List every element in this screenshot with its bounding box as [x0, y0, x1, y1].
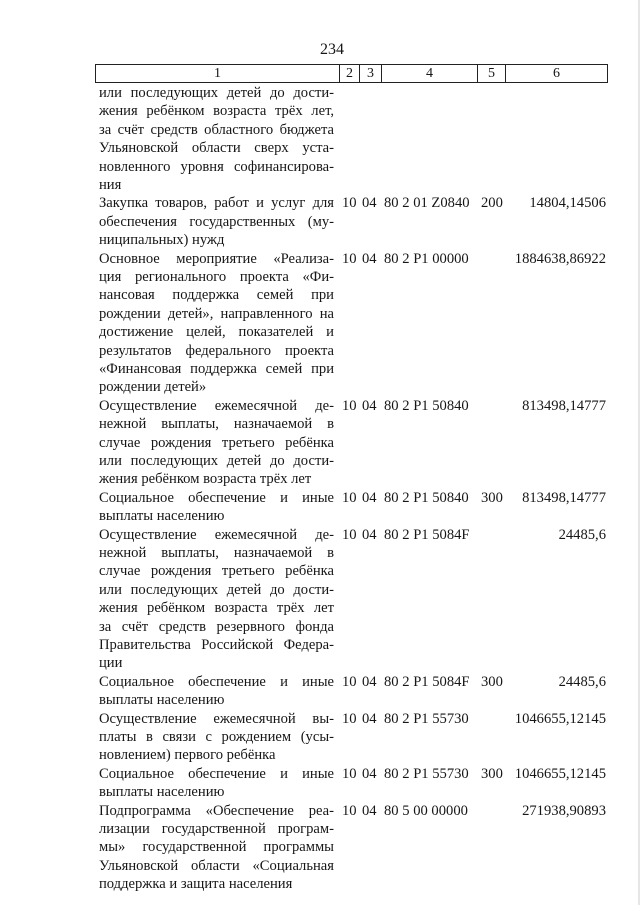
- row-description: [99, 765, 334, 802]
- description-line: или последующих детей до дости-: [99, 85, 334, 101]
- description-line: Осуществление ежемесячной вы-: [99, 710, 334, 727]
- description-line: новлением) первого ребёнка: [99, 747, 276, 764]
- description-line: Осуществление ежемесячной де-: [99, 526, 334, 543]
- row-description: [99, 802, 334, 894]
- table-row: [0, 84, 640, 194]
- section-code: 10: [342, 489, 357, 506]
- table-header: [95, 64, 608, 83]
- target-article-code: 80 2 P1 55730: [384, 710, 469, 727]
- amount: 24485,6: [558, 526, 606, 543]
- row-description: [99, 84, 334, 194]
- row-description: [99, 489, 334, 526]
- header-col-5: 5: [477, 65, 505, 82]
- description-line: ция регионального проекта «Фи-: [99, 268, 334, 285]
- description-line: жения ребёнком возраста трёх лет: [99, 600, 334, 617]
- expense-type-code: 300: [481, 765, 503, 782]
- table-row: [0, 673, 640, 710]
- amount: 813498,14777: [522, 397, 606, 414]
- description-line: Подпрограмма «Обеспечение реа-: [99, 802, 334, 819]
- description-line: Основное мероприятие «Реализа-: [99, 250, 334, 267]
- subsection-code: 04: [362, 489, 377, 506]
- description-line: за счёт средств резервного фонда: [99, 618, 334, 635]
- expense-type-code: 200: [481, 195, 503, 212]
- scan-corner-mark: [10, 26, 24, 28]
- description-line: нансовая поддержка семей при: [99, 287, 334, 304]
- table-row: [0, 765, 640, 802]
- description-line: Ульяновской области «Социальная: [99, 857, 334, 874]
- description-line: Закупка товаров, работ и услуг для: [99, 195, 334, 212]
- section-code: 10: [342, 526, 357, 543]
- description-line: ниципальных) нужд: [99, 232, 225, 249]
- subsection-code: 04: [362, 397, 377, 414]
- target-article-code: 80 2 P1 50840: [384, 489, 469, 506]
- section-code: 10: [342, 250, 357, 267]
- expense-type-code: 300: [481, 673, 503, 690]
- amount: 271938,90893: [522, 802, 606, 819]
- header-col-2: 2: [339, 65, 359, 82]
- target-article-code: 80 5 00 00000: [384, 802, 468, 819]
- description-line: выплаты населению: [99, 508, 225, 525]
- section-code: 10: [342, 397, 357, 414]
- description-line: «Финансовая поддержка семей при: [99, 361, 334, 378]
- subsection-code: 04: [362, 526, 377, 543]
- subsection-code: 04: [362, 765, 377, 782]
- target-article-code: 80 2 P1 5084F: [384, 673, 470, 690]
- description-line: Социальное обеспечение и иные: [99, 673, 334, 690]
- description-line: достижение целей, показателей и: [99, 324, 334, 341]
- section-code: 10: [342, 765, 357, 782]
- table-row: [0, 526, 640, 673]
- description-line: Правительства Российской Федера-: [99, 637, 334, 653]
- description-line: Социальное обеспечение и иные: [99, 489, 334, 506]
- subsection-code: 04: [362, 195, 377, 212]
- table-body: [0, 84, 640, 894]
- amount: 24485,6: [558, 673, 606, 690]
- subsection-code: 04: [362, 802, 377, 819]
- section-code: 10: [342, 710, 357, 727]
- header-col-6: 6: [505, 65, 607, 82]
- subsection-code: 04: [362, 710, 377, 727]
- section-code: 10: [342, 195, 357, 212]
- description-line: случае рождения третьего ребёнка: [99, 434, 334, 451]
- description-line: выплаты населению: [99, 692, 225, 709]
- table-row: [0, 250, 640, 397]
- description-line: или последующих детей до дости-: [99, 452, 334, 469]
- subsection-code: 04: [362, 673, 377, 690]
- header-col-4: 4: [381, 65, 477, 82]
- target-article-code: 80 2 P1 50840: [384, 397, 469, 414]
- expense-type-code: 300: [481, 489, 503, 506]
- table-row: [0, 194, 640, 249]
- amount: 1884638,86922: [514, 250, 606, 267]
- section-code: 10: [342, 802, 357, 819]
- target-article-code: 80 2 01 Z0840: [384, 195, 470, 212]
- row-description: [99, 397, 334, 489]
- page-number: 234: [320, 41, 344, 58]
- target-article-code: 80 2 P1 55730: [384, 765, 469, 782]
- description-line: жения ребёнком возраста трёх лет,: [99, 103, 334, 120]
- description-line: ния: [99, 177, 122, 194]
- row-description: [99, 526, 334, 673]
- table-row: [0, 397, 640, 489]
- description-line: ции: [99, 655, 123, 672]
- description-line: нежной выплаты, назначаемой в: [99, 544, 334, 561]
- description-line: Социальное обеспечение и иные: [99, 765, 334, 782]
- subsection-code: 04: [362, 250, 377, 267]
- description-line: или последующих детей до дости-: [99, 581, 334, 598]
- header-col-1: 1: [214, 66, 221, 81]
- header-col-3: 3: [359, 65, 381, 82]
- amount: 1046655,12145: [514, 765, 606, 782]
- description-line: случае рождения третьего ребёнка: [99, 563, 334, 580]
- target-article-code: 80 2 P1 5084F: [384, 526, 470, 543]
- description-line: жения ребёнком возраста трёх лет: [99, 471, 312, 488]
- target-article-code: 80 2 P1 00000: [384, 250, 469, 267]
- description-line: результатов федерального проекта: [99, 342, 334, 359]
- description-line: нежной выплаты, назначаемой в: [99, 416, 334, 433]
- description-line: Ульяновской области сверх уста-: [99, 140, 334, 157]
- description-line: платы в связи с рождением (усы-: [99, 728, 334, 745]
- description-line: рождении детей»: [99, 379, 207, 396]
- description-line: за счёт средств областного бюджета: [99, 121, 334, 138]
- table-row: [0, 489, 640, 526]
- table-row: [0, 802, 640, 894]
- table-row: [0, 710, 640, 765]
- description-line: новленного уровня софинансирова-: [99, 158, 334, 175]
- description-line: поддержка и защита населения: [99, 876, 293, 893]
- description-line: обеспечения государственных (му-: [99, 213, 334, 230]
- description-line: Осуществление ежемесячной де-: [99, 397, 334, 414]
- amount: 14804,14506: [529, 195, 606, 212]
- row-description: [99, 710, 334, 765]
- description-line: лизации государственной програм-: [99, 820, 334, 837]
- section-code: 10: [342, 673, 357, 690]
- row-description: [99, 250, 334, 397]
- description-line: рождении детей», направленного на: [99, 305, 334, 322]
- description-line: мы» государственной программы: [99, 839, 334, 856]
- description-line: выплаты населению: [99, 784, 225, 801]
- row-description: [99, 673, 334, 710]
- amount: 813498,14777: [522, 489, 606, 506]
- amount: 1046655,12145: [514, 710, 606, 727]
- row-description: [99, 194, 334, 249]
